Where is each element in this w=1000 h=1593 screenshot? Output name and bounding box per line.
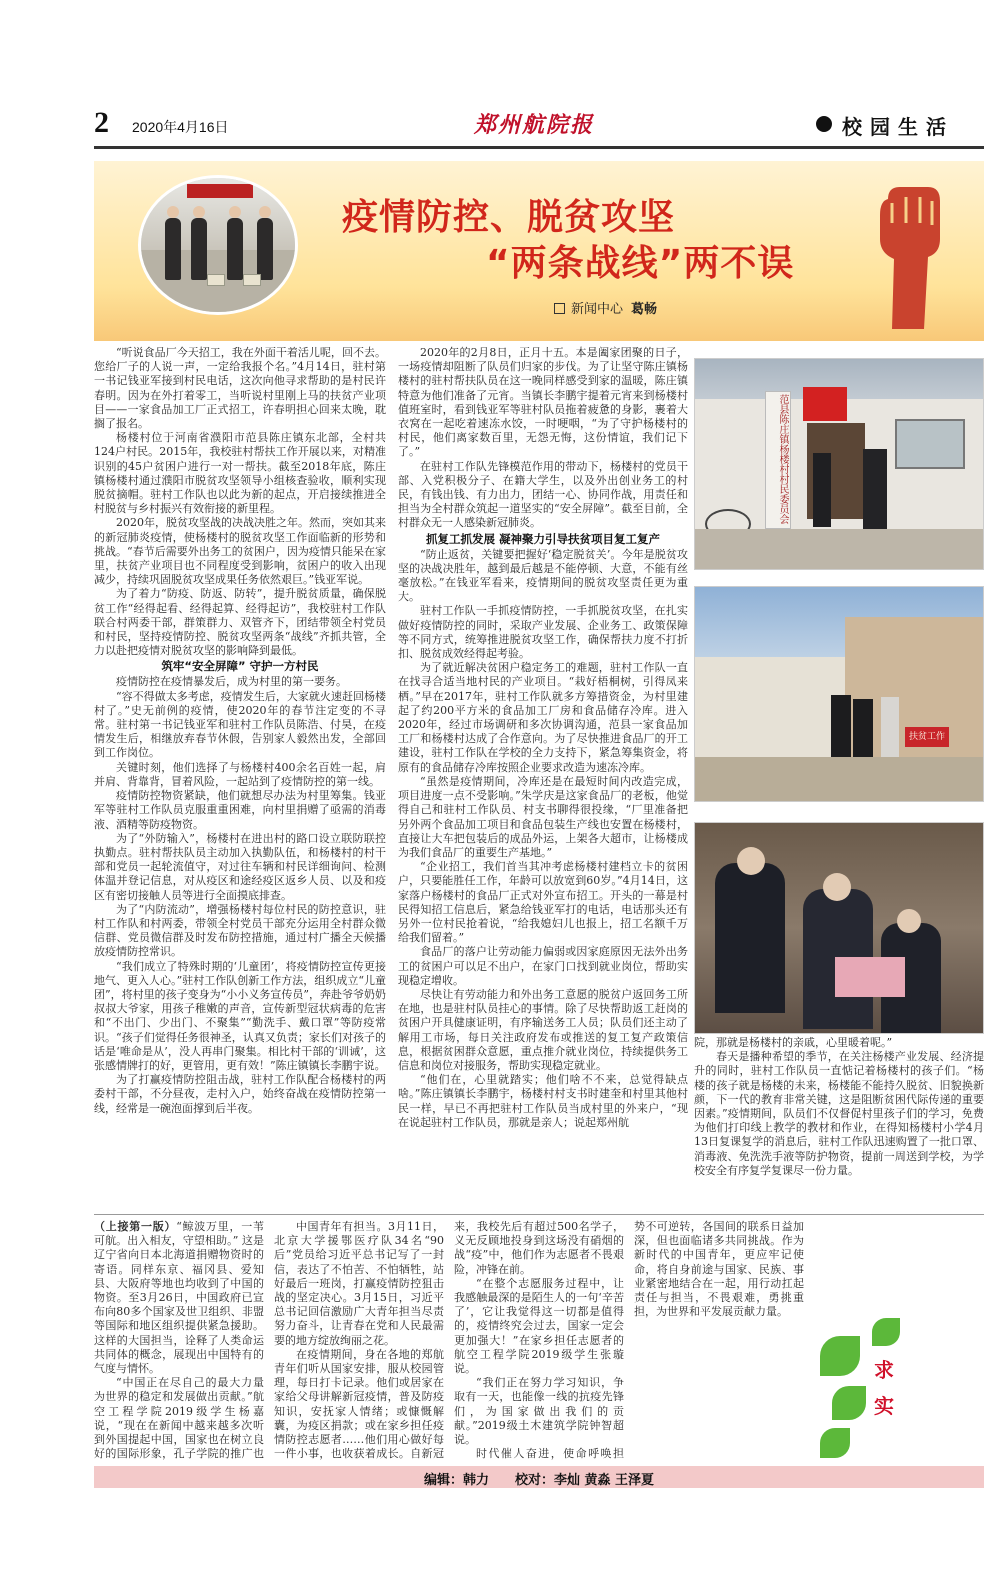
person-head — [167, 206, 179, 218]
page-number: 2 — [94, 106, 109, 139]
leaf-icon — [820, 1428, 850, 1458]
paragraph: 为了打赢疫情防控阻击战，驻村工作队配合杨楼村的两委村干部，不分昼夜，走村入户，始终奋战在疫情防控第一线，经常是一碗泡面撑到后半夜。 — [94, 1073, 386, 1115]
paragraph: “容不得做太多考虑，疫情发生后，大家就火速赶回杨楼村了。”史无前例的疫情，使2020年的春节注定变的不寻常。驻村第一书记钱亚军和驻村工作队员陈浩、付昊，在疫情发生后，相继放弃春节休假，告别家人毅然出发，全部回到工作岗位。 — [94, 689, 386, 760]
headline-line-2: “两条战线”两不误 — [486, 243, 795, 284]
byline-source: 新闻中心 — [571, 302, 624, 317]
paragraph: 中国青年有担当。3月11日，北京大学援鄂医疗队34名“90后”党员给习近平总书记写了一封信，表达了不怕苦、不怕牺牲，站好最后一班岗，打赢疫情防控狙击战的坚定决心。3月15日，习近平总书记回信激励广大青年担当尽责努力奋斗，让青春在党和人民最需要的地方绽放绚丽之花。 — [274, 1220, 444, 1347]
party-flag-icon — [803, 387, 847, 421]
child-head — [897, 909, 921, 933]
emblem-char: 实 — [874, 1394, 894, 1418]
paragraph: 尽快让有劳动能力和外出务工意愿的脱贫户返回务工所在地，也是驻村队员挂心的事情。除了尽快帮助返工赶岗的贫困户开具健康证明，有序输送务工人员；队员们还主动了解用工市场，每日关注政府发布或推送的复工复产政策信息，根据贫困群众意愿，重点推介就业岗位，持续提供务工信息和岗位对接服务，帮助实现稳定就业。 — [398, 987, 688, 1072]
publication-date: 2020年4月16日 — [132, 119, 229, 135]
paragraph: 疫情防控物资紧缺，他们就想尽办法为村里筹集。钱亚军等驻村工作队员克服重重困难，向村里捐赠了亟需的消毒液、酒精等防疫物资。 — [94, 789, 386, 831]
headline-line-1: 疫情防控、脱贫攻坚 — [342, 197, 676, 238]
person-head — [229, 206, 241, 218]
paragraph: 在疫情期间，身在各地的郑航青年们听从国家安排，服从校园管理，每日打卡记录。他们或居家在家给父母讲解新冠疫情，普及防疫知识，安抚家人情绪；或慷慨解囊，为疫区捐款；或在家乡担任疫情防控志愿者……他们用心做好每一件小事，也收获着成长。自新冠 — [274, 1347, 444, 1460]
byline — [554, 298, 657, 317]
paragraph: 驻村工作队一手抓疫情防控，一手抓脱贫攻坚，在扎实做好疫情防控的同时，采取产业发展、企业务工、政策保障等不同方式，统筹推进脱贫攻坚工作，确保帮扶力度不打折扣、脱贫成效经得起考验。 — [398, 604, 688, 661]
committee-sign: 范县陈庄镇杨楼村村民委员会 — [765, 391, 791, 529]
continued-column-4 — [634, 1220, 804, 1460]
continued-column-3 — [454, 1220, 624, 1460]
continued-label: （上接第一版） — [94, 1220, 177, 1233]
main-article — [94, 346, 984, 1186]
editor-credits-bar — [94, 1466, 984, 1488]
paragraph: 2020年的2月8日，正月十五。本是阖家团聚的日子，一场疫情却阻断了队员们归家的步伐。为了让坚守陈庄镇杨楼村的驻村帮扶队员在这一晚同样感受到家的温暖，陈庄镇特意为他们准备了元宵。当镇长李鹏宇提着元宵来到杨楼村值班室时，看到钱亚军等驻村队员拖着疲惫的身影，裹着大衣窝在一起吃着速冻水饺，一时哽咽，“为了守护杨楼村的村民，他们离家数百里，无怨无悔，这份情谊，我们记下了。” — [398, 346, 688, 459]
child-figure — [715, 863, 785, 1013]
paragraph: “我们成立了特殊时期的‘儿童团’，将疫情防控宣传更接地气、更入人心。”驻村工作队创新工作方法，组织成立“儿童团”，将村里的孩子变身为“小小义务宣传员”，奔赴爷爷奶奶叔叔大爷家，用孩子稚嫩的声音，宣传新型冠状病毒的危害和“不出门、少出门、不聚集”“勤洗手、戴口罩”等防疫常识。“孩子们觉得任务很神圣，认真又负责；家长们对孩子的话是‘唯命是从’，没人再串门聚集。相比村干部的‘训诫’，这张感情牌打的好，更管用，更有效！”陈庄镇镇长李鹏宇说。 — [94, 959, 386, 1072]
supply-box — [243, 274, 261, 286]
article-column-1 — [94, 346, 386, 1181]
station-banner: 扶贫工作 — [905, 727, 949, 747]
person-figure — [881, 697, 899, 763]
leaf-icon — [832, 1386, 866, 1420]
byline-box-icon — [554, 303, 565, 314]
paragraph: “企业招工，我们首当其冲考虑杨楼村建档立卡的贫困户，只要能胜任工作，年龄可以放宽到60岁。”4月14日，这家落户杨楼村的食品厂正式对外宣布招工。开头的一幕是村民得知招工信息后，紧急给钱亚军打的电话，电话那头还有另外一位村民抢着说，“给我媳妇儿也报上，招工名额千万给我们留着。” — [398, 860, 688, 945]
paragraph: “在整个志愿服务过程中，让我感触最深的是陌生人的一句‘辛苦了’，它让我觉得这一切都是值得的，疫情终究会过去，国家一定会更加强大！”在家乡担任志愿者的航空工程学院2019级学生张璇说。 — [454, 1276, 624, 1376]
supply-box — [207, 274, 225, 286]
continued-column-1 — [94, 1220, 264, 1460]
byline-author: 葛畅 — [631, 302, 658, 317]
person-head — [193, 206, 205, 218]
paragraph: 为了着力“防疫、防返、防转”，提升脱贫质量，确保脱贫工作“经得起看、经得起算、经得起访”，我校驻村工作队联合村两委干部，群策群力、双管齐下，团结带领全村党员和村民，坚持疫情防控、脱贫攻坚两条“战线”齐抓共管，全力以赴把疫情对脱贫攻坚的影响降到最低。 — [94, 587, 386, 658]
editor-credits: 编辑：韩力 校对：李灿 黄淼 王泽夏 — [423, 1473, 655, 1488]
paragraph: 关键时刻，他们选择了与杨楼村400余名百姓一起，肩并肩、背靠背，冒着风险，一起站到了疫情防控的第一线。 — [94, 760, 386, 788]
paragraph: 在驻村工作队先锋模范作用的带动下，杨楼村的党员干部、入党积极分子、在籍大学生，以及外出创业务工的村民，有钱出钱、有力出力，团结一心、协同作战，用责任和担当为全村群众筑起一道坚实的“安全屏障”。截至目前，全村群众无一人感染新冠肺炎。 — [398, 459, 688, 530]
window — [895, 419, 965, 469]
paragraph: “中国正在尽自己的最大力量为世界的稳定和发展做出贡献。”航空工程学院2019级学生杨嘉说，“现在在新闻中越来越多次听到外国提起中国，国家也在树立良好的国际形象，孔子学院的推广也 — [94, 1376, 264, 1460]
person-figure — [257, 218, 273, 280]
subheading-resumption: 抓复工抓发展 凝神聚力引导扶贫项目复工复产 — [425, 531, 660, 546]
paragraph: “鲸波万里，一苇可航。出入相友，守望相助。” 这是辽宁省向日本北海道捐赠物资时的寄语。同样东京、福冈县、爱知县、大阪府等地也均收到了中国的物资。至3月26日，中国政府已宣布向80多个国家及世卫组织、非盟等国际和地区组织提供紧急援助。这样的大国担当，诠释了人类命运共同体的概念，展现出中国特有的气度与情怀。 — [94, 1220, 264, 1376]
paragraph: “虽然是疫情期间，冷库还是在最短时间内改造完成，项目进度一点不受影响。”朱学庆是这家食品厂的老板，他觉得自己和驻村工作队员、村支书聊得很投缘，“厂里准备把另外两个食品加工项目和食品包装生产线也安置在杨楼村，直接让大车把包装后的成品外运，上架各大超市，让杨楼成为我们食品厂的重要生产基地。” — [398, 774, 688, 859]
masthead — [94, 106, 964, 142]
newspaper-logo: 郑州航院报 — [474, 112, 595, 138]
person-figure — [165, 218, 181, 280]
paragraph: 食品厂的落户让劳动能力偏弱或因家庭原因无法外出务工的贫困户可以足不出户，在家门口找到就业岗位，帮助实现稳定增收。 — [398, 945, 688, 987]
subheading-security: 筑牢“安全屏障” 守护一方村民 — [161, 659, 319, 674]
banner-photo — [138, 175, 298, 315]
child-head — [823, 873, 851, 901]
masthead-divider — [94, 146, 984, 149]
section-divider — [94, 1214, 984, 1215]
qiushi-emblem — [814, 1316, 924, 1466]
paragraph: 春天是播种希望的季节，在关注杨楼产业发展、经济提升的同时，驻村工作队员一直惦记着杨楼村的孩子们。“杨楼的孩子就是杨楼的未来，杨楼能不能持久脱贫、旧貌换新颜，下一代的教育非常关键，这是阻断贫困代际传递的重要因素。”疫情期间，队员们不仅督促村里孩子们的学习，免费为他们打印线上教学的教材和作业，在得知杨楼村小学4月13日复课复学的消息后，驻村工作队迅速购置了一批口罩、消毒液、免洗洗手液等防护物资，提前一周送到学校，为学校安全有序复学复课尽一份力量。 — [694, 1050, 984, 1177]
pink-paper — [835, 957, 905, 997]
paragraph: 2020年，脱贫攻坚战的决战决胜之年。然而，突如其来的新冠肺炎疫情，使杨楼村的脱贫攻坚工作面临新的形势和挑战。“春节后需要外出务工的贫困户，因为疫情只能呆在家里，扶贫产业项目也不同程度受到影响，贫困户的收入出现减少，持续巩固脱贫攻坚成果任务依然艰巨。”钱亚军说。 — [94, 516, 386, 587]
ground — [695, 757, 984, 802]
person-head — [259, 206, 271, 218]
photo-village-street — [694, 586, 984, 802]
paragraph: “他们在，心里就踏实；他们啥不不来，总觉得缺点啥。”陈庄镇镇长李鹏宇，杨楼村村支书时建奎和村里其他村民一样，早已不再把驻村工作队员当成村里的外来户，“现在说起驻村工作队员，那就是亲人；说起郑州航 — [398, 1073, 688, 1129]
raised-fist-icon — [858, 179, 958, 329]
person-figure — [831, 695, 851, 765]
paragraph: 为了“外防输入”，杨楼村在进出村的路口设立联防联控执勤点。驻村帮扶队员主动加入执勤队伍，和杨楼村的村干部和党员一起轮流值守，对过往车辆和村民详细询问、检测体温并登记信息，对从疫区和途经疫区返乡人员、以及和疫区有密切接触人员等进行全面摸底排查。 — [94, 831, 386, 902]
paragraph: “我们正在努力学习知识，争取有一天，也能像一线的抗疫先锋们，为国家做出我们的贡献。”2019级土木建筑学院钟智超说。 — [454, 1376, 624, 1447]
paragraph: 杨楼村位于河南省濮阳市范县陈庄镇东北部，全村共124户村民。2015年，我校驻村帮扶工作开展以来，对精准识别的45户贫困户进行一对一帮扶。截至2018年底，陈庄镇杨楼村通过濮阳市脱贫攻坚领导小组核查验收，顺利实现脱贫摘帽。驻村工作队也以此为新的起点，开启接续推进全村脱贫与乡村振兴有效衔接的新里程。 — [94, 431, 386, 516]
paragraph: “听说食品厂今天招工，我在外面干着活儿呢，回不去。您给厂子的人说一声，一定给我报个名。”4月14日，驻村第一书记钱亚军接到村民电话，这次向他寻求帮助的是村民许春明。因为在外打着零工，当听说村里刚上马的扶贫产业项目——一家食品加工厂正式招工，许春明担心回来太晚，耽搁了报名。 — [94, 346, 386, 431]
continued-column-2 — [274, 1220, 444, 1460]
article-column-2 — [398, 346, 688, 1181]
paragraph: 为了“内防流动”，增强杨楼村每位村民的防控意识，驻村工作队和村两委，带领全村党员干部充分运用全村群众微信群、党员微信群及时发布防控措施，通过村广播全天候播放疫情防控常识。 — [94, 902, 386, 959]
person-figure — [863, 449, 887, 529]
emblem-char: 求 — [874, 1358, 894, 1382]
paragraph: 来，我校先后有超过500名学子，义无反顾地投身到这场没有硝烟的战“疫”中，他们作为志愿者不畏艰险，冲锋在前。 — [454, 1220, 624, 1276]
photo-village-committee — [694, 358, 984, 570]
section-bullet-icon — [816, 116, 832, 132]
paragraph: 为了就近解决贫困户稳定务工的难题，驻村工作队一直在找寻合适当地村民的产业项目。“栽好梧桐树，引得凤来栖。”早在2017年，驻村工作队就多方筹措资金，为村里建起了约200平方米的食品加工厂房和食品储存冷库。进入2020年，经过市场调研和多次协调沟通，范县一家食品加工厂和杨楼村达成了合作意向。为了尽快推进食品厂的开工建设，驻村工作队在学校的全力支持下，紧急筹集资金，将原有的食品储存冷库按照企业要求改造为速冻冷库。 — [398, 661, 688, 774]
article-column-3 — [694, 1036, 984, 1182]
headline-banner — [94, 161, 984, 341]
paragraph: 时代催人奋进，使命呼唤担 — [476, 1447, 624, 1460]
person-figure — [813, 453, 831, 527]
paragraph: 疫情防控在疫情暴发后，成为村里的第一要务。 — [116, 675, 347, 689]
building-wall — [695, 657, 845, 757]
leaf-icon — [872, 1318, 900, 1346]
ground — [695, 529, 984, 570]
leaf-icon — [820, 1336, 860, 1376]
child-head — [737, 847, 765, 875]
photo-school-sign — [187, 184, 253, 198]
person-figure — [853, 699, 873, 765]
paragraph: 势不可逆转，各国间的联系日益加深，但也面临诸多共同挑战。作为新时代的中国青年，更应牢记使命，将自身前途与国家、民族、事业紧密地结合在一起，用行动扛起责任与担当，不畏艰难，勇挑重担，为世界和平发展贡献力量。 — [634, 1220, 804, 1319]
paragraph: 院，那就是杨楼村的亲戚，心里暖着呢。” — [694, 1036, 893, 1049]
paragraph: “防止返贫，关键要把握好‘稳定脱贫关’。今年是脱贫攻坚的决战决胜年，越到最后越是不能停顿、大意，不能有丝毫放松。”在钱亚军看来，疫情期间的脱贫攻坚责任更为重大。 — [398, 547, 688, 604]
photo-children — [694, 822, 984, 1034]
section-title: 校园生活 — [842, 115, 954, 139]
person-figure — [191, 218, 207, 280]
person-figure — [227, 218, 243, 280]
